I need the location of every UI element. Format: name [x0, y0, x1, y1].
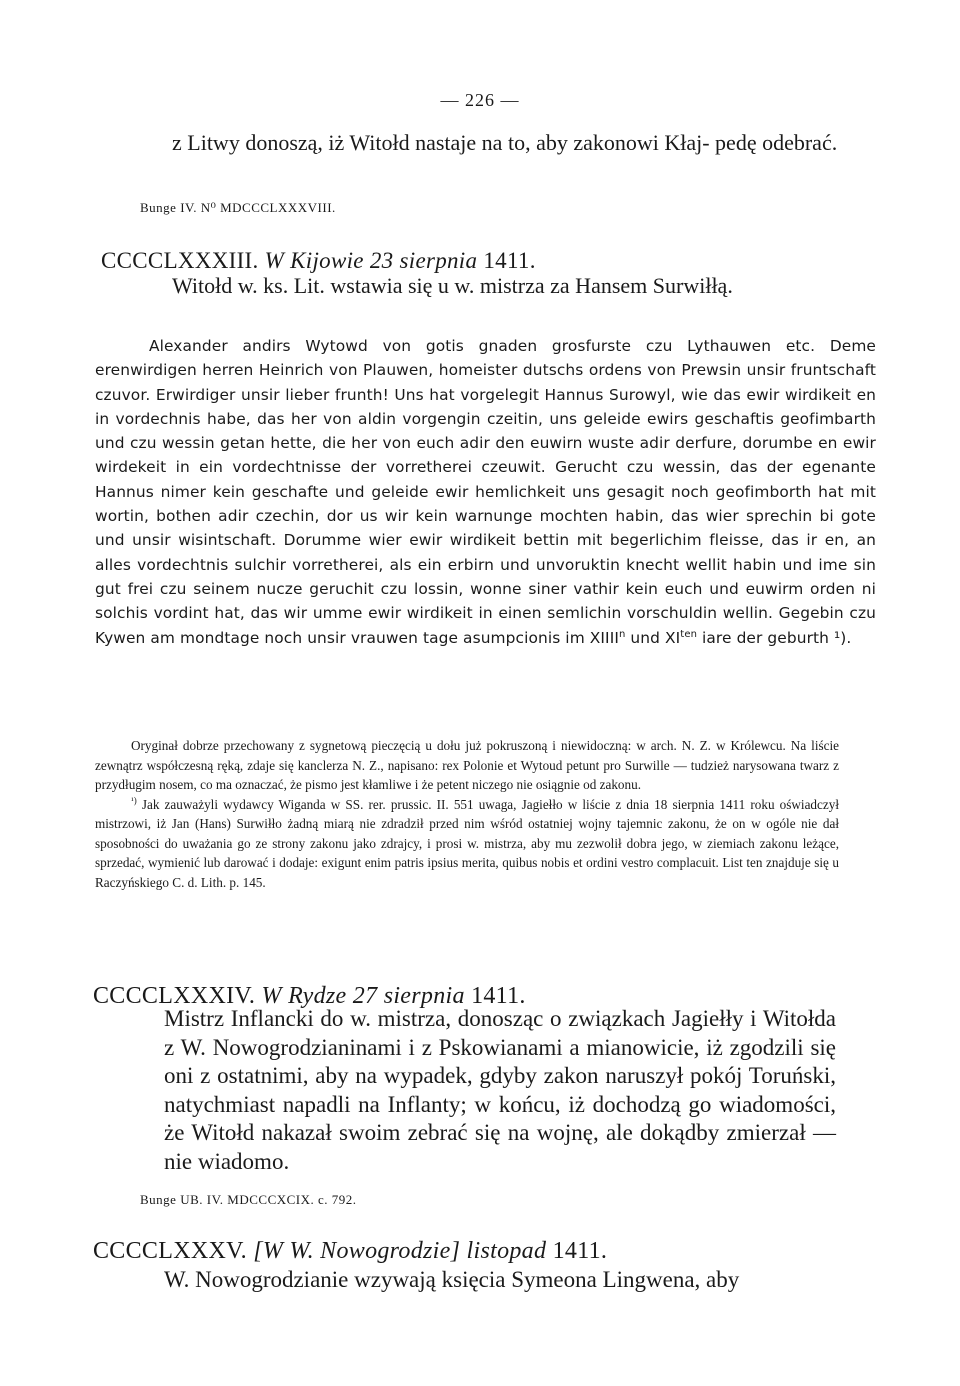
entry-483-footnote-marker: ¹)	[131, 795, 137, 806]
entry-483-footnote-text: Jak zauważyli wydawcy Wiganda w SS. rer. prussic. II. 551 uwaga, Jagiełło w liście z dnia 18 sierpnia 1411 roku oświadczył mistrzowi, iż Jan (Hans) Surwiłło żadną miarą nie zdradził przed nim wśród ostatniej wojny tajemnic zakonu, że on w ogóle nie dał sposobności do uważania go ze strony zakonu jako zdrajcy, i prosi w. mistrza, aby mu zezwolił dobra jego, w ziemiach zakonu leżące, sprzedać, wymienić lub darować i dodaje: exigunt enim patris ipsius merita, quibus nobis et ordini vestro complacuit. List ten znajduje się u Raczyńskiego C. d. Lith. p. 145.	[95, 796, 839, 890]
page-number: — 226 —	[440, 90, 520, 110]
entry-483-notes	[95, 736, 839, 892]
entry-483-number: CCCCLXXXIII.	[101, 248, 259, 273]
entry-483-document-text	[95, 334, 876, 650]
entry-484-summary: Mistrz Inflancki do w. mistrza, donosząc o związkach Jagiełły i Witołda z W. Nowogrodzianinami i z Pskowianami a mianowicie, iż zgodzili się oni z ostatnimi, aby na wypadek, gdyby zakon naruszył pokój Toruński, natychmiast napadli na Inflanty; w końcu, iż dochodzą go wiadomości, że Witołd nakazał swoim zebrać się na wojnę, ale dokądby zmierzał — nie wiadomo.	[164, 1006, 836, 1174]
entry-484-source: Bunge UB. IV. MDCCCXCIX. c. 792.	[140, 1192, 357, 1207]
entry-483-text-3: iare der geburth	[697, 628, 834, 647]
entry-483-heading	[101, 248, 536, 274]
entry-483-text-2: und XI	[625, 628, 681, 647]
prev-entry-summary: z Litwy donoszą, iż Witołd nastaje na to, aby zakonowi Kłaj- pedę odebrać.	[172, 130, 838, 155]
entry-483-footnote	[95, 795, 839, 893]
entry-485-summary: W. Nowogrodzianie wzywają księcia Symeona Lingwena, aby	[164, 1267, 740, 1292]
entry-483-summary: Witołd w. ks. Lit. wstawia się u w. mistrza za Hansem Surwiłłą.	[172, 273, 733, 298]
entry-485-number: CCCCLXXXV.	[93, 1238, 247, 1264]
entry-483-sup-n: n	[618, 628, 626, 640]
entry-483-footnote-ref: ¹).	[834, 628, 852, 647]
entry-483-year: 1411.	[483, 248, 536, 273]
entry-485-year: 1411.	[552, 1238, 608, 1264]
entry-484-place-date: W Rydze 27 sierpnia	[261, 983, 465, 1009]
prev-entry-source: Bunge IV. N⁰ MDCCCLXXXVIII.	[140, 200, 336, 215]
entry-483-archival-note: Oryginał dobrze przechowany z sygnetową pieczęcią u dołu już pokruszoną i niewidoczną: w arch. N. Z. w Królewcu. Na liście zewnątrz współczesną ręką, zdaje się kanclerza N. Z., napisano: rex Polonie et Wytoud petunt pro Surwille — tudzież narysowana twarz z przydługim nosem, co ma oznaczać, że pismo jest kłamliwe i że petent niczego nie osiągnie od zakonu.	[95, 738, 839, 792]
entry-483-sup-ten: ten	[680, 628, 698, 640]
entry-485-place-date: [W W. Nowogrodzie] listopad	[253, 1238, 547, 1264]
entry-485-heading	[93, 1238, 607, 1264]
entry-483-text-1: Alexander andirs Wytowd von gotis gnaden grosfurste czu Lythauwen etc. Deme erenwirdigen herren Heinrich von Plauwen, homeister dutschs ordens von Prewsin unsir fruntschaft czuvor. Erwirdiger unsir lieber frunth! Uns hat vorgelegit Hannus Surowyl, wie das ewir wirdikeit en in vordechnis habe, das her von aldin vorgengin czeitin, uns geleide ewirs geschaftis geofimbarth und czu wessin getan hette, die her von euch adir den euwirn wuste adir derfure, dorumbe en ewir wirdekeit in ein vordechtnisse der vorretherei czeuwit. Gerucht czu wessin, das der egenante Hannus nimer kein geschafte und geleide ewir hemlichkeit uns gesagit noch geofimborth hat mit wortin, bothen adir czechin, dor us wir kein warnunge mochten habin, das wier sprechin bi gote und unsir wisintschaft. Dorumme wier ewir wirdikeit bettin mit begerlichim fleisse, das ir en, an alles vordechtnis sulchir vorretherei, als ein erbirn und unvoruktin knecht wellit habin und ime sin gut frei czu seinem nucze geruchit czu lossin, wonne siner vathir kein euch und euwirm orden ni solchis vordint hat, das wir umme ewir wirdikeit in einen semlichin vorschuldin wellin. Gegebin czu Kywen am mondtage noch unsir vrauwen tage asumpcionis im XIIII	[95, 337, 876, 647]
entry-484-year: 1411.	[471, 983, 526, 1009]
entry-483-place-date: W Kijowie 23 sierpnia	[264, 248, 478, 273]
entry-484-number: CCCCLXXXIV.	[93, 983, 256, 1009]
